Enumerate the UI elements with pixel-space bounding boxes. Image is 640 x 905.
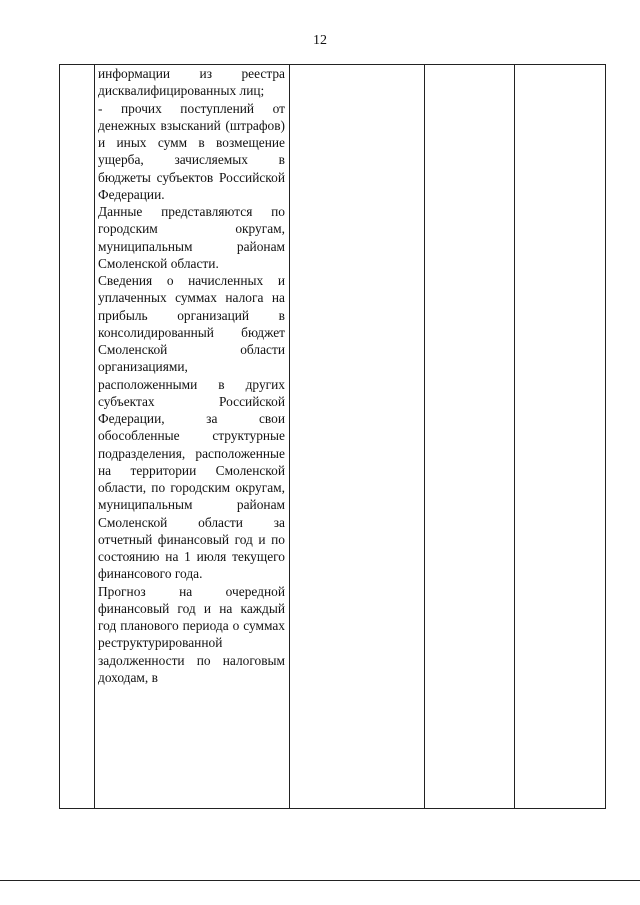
paragraph-forecast: Прогноз на очередной финансовый год и на каждый год планового периода о суммах реструктурированной задолженности по налоговым доходам, в [98,583,285,685]
table-cell-empty-5 [515,65,606,809]
paragraph-profit-tax: Сведения о начисленных и уплаченных суммах налога на прибыль организаций в консолидированный бюджет Смоленской области организациями, расположенными в других субъектах Российской Федерации, за свои обособленные структурные подразделения, расположенные на территории Смоленской области, по городским округам, муниципальным районам Смоленской области за отчетный финансовый год и по состоянию на 1 июля текущего финансового года. [98,273,285,582]
page-number: 12 [313,33,327,48]
document-table [59,64,606,809]
bottom-rule [0,880,640,881]
table-cell-description [95,65,290,809]
table-cell-empty-4 [425,65,515,809]
paragraph-data-by-districts: Данные представляются по городским округам, муниципальным районам Смоленской области. [98,204,285,271]
table-row [60,65,606,809]
table-cell-index [60,65,95,809]
paragraph-registry: информации из реестра дисквалифицированных лиц; [98,66,285,99]
table-cell-empty-3 [290,65,425,809]
paragraph-other-receipts: - прочих поступлений от денежных взысканий (штрафов) и иных сумм в возмещение ущерба, зачисляемых в бюджеты субъектов Российской Федерации. [98,100,285,202]
description-text [95,65,289,686]
